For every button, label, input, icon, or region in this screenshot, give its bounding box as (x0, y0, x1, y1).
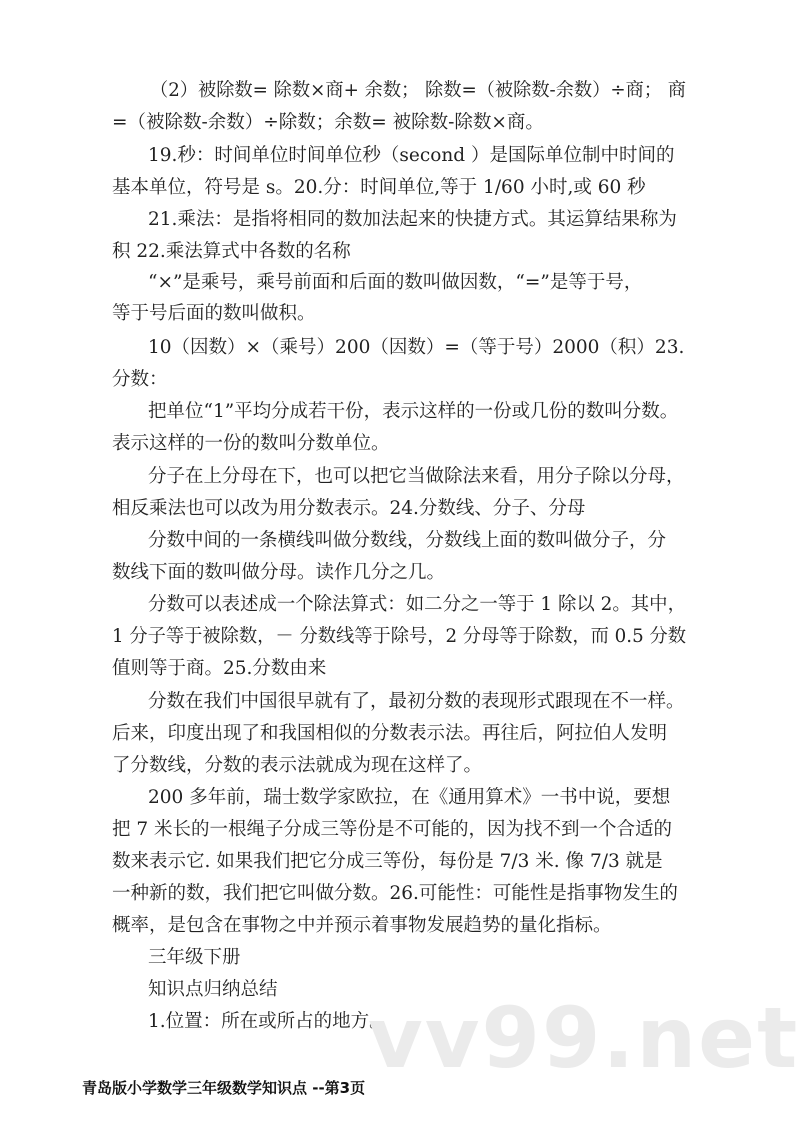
text-line: 等于号后面的数叫做积。 (112, 303, 316, 324)
text-line: 分数可以表述成一个除法算式：如二分之一等于 1 除以 2。其中， (148, 594, 686, 615)
text-line: 相反乘法也可以改为用分数表示。24.分数线、分子、分母 (112, 498, 586, 519)
text-line: 数来表示它. 如果我们把它分成三等份，每份是 7/3 米. 像 7/3 就是 (112, 851, 663, 872)
text-line: 把单位“1”平均分成若干份，表示这样的一份或几份的数叫分数。 (148, 401, 679, 422)
text-line: 一种新的数，我们把它叫做分数。26.可能性：可能性是指事物发生的 (112, 883, 678, 904)
text-line: 值则等于商。25.分数由来 (112, 658, 327, 679)
text-line: 10（因数）×（乘号）200（因数）=（等于号）2000（积）23. (148, 337, 685, 358)
text-line: 表示这样的一份的数叫分数单位。 (112, 433, 390, 454)
text-line: 积 22.乘法算式中各数的名称 (112, 241, 351, 262)
text-line: 分数中间的一条横线叫做分数线，分数线上面的数叫做分子，分 (148, 530, 667, 551)
text-line: 200 多年前，瑞士数学家欧拉，在《通用算术》一书中说，要想 (148, 787, 671, 808)
text-line: 19.秒：时间单位时间单位秒（second ）是国际单位制中时间的 (148, 145, 675, 166)
text-line: 基本单位，符号是 s。20.分：时间单位,等于 1/60 小时,或 60 秒 (112, 177, 646, 198)
text-line: “×”是乘号，乘号前面和后面的数叫做因数，“=”是等于号， (148, 272, 643, 293)
text-line: 1 分子等于被除数，－ 分数线等于除号，2 分母等于除数，而 0.5 分数 (112, 626, 687, 647)
text-line: =（被除数-余数）÷除数；余数= 被除数-除数×商。 (112, 112, 544, 133)
text-line: 21.乘法：是指将相同的数加法起来的快捷方式。其运算结果称为 (148, 209, 677, 230)
text-line: 了分数线，分数的表示法就成为现在这样了。 (112, 755, 483, 776)
watermark: vv99.net (368, 989, 800, 1087)
text-line: 概率，是包含在事物之中并预示着事物发展趋势的量化指标。 (112, 915, 612, 936)
section-heading: 知识点归纳总结 (148, 979, 278, 1000)
section-heading: 三年级下册 (148, 947, 241, 968)
text-line: 数线下面的数叫做分母。读作几分之几。 (112, 562, 446, 583)
text-line: 分子在上分母在下，也可以把它当做除法来看，用分子除以分母， (148, 466, 685, 487)
text-line: 把 7 米长的一根绳子分成三等份是不可能的，因为找不到一个合适的 (112, 819, 673, 840)
text-line: 分数在我们中国很早就有了，最初分数的表现形式跟现在不一样。 (148, 691, 685, 712)
page-footer: 青岛版小学数学三年级数学知识点 --第3页 (82, 1079, 366, 1097)
text-line: （2）被除数= 除数×商+ 余数； 除数=（被除数-余数）÷商； 商 (150, 80, 687, 101)
text-line: 分数： (112, 369, 168, 390)
text-line: 1.位置：所在或所占的地方。 (148, 1011, 388, 1032)
text-line: 后来，印度出现了和我国相似的分数表示法。再往后，阿拉伯人发明 (112, 723, 668, 744)
